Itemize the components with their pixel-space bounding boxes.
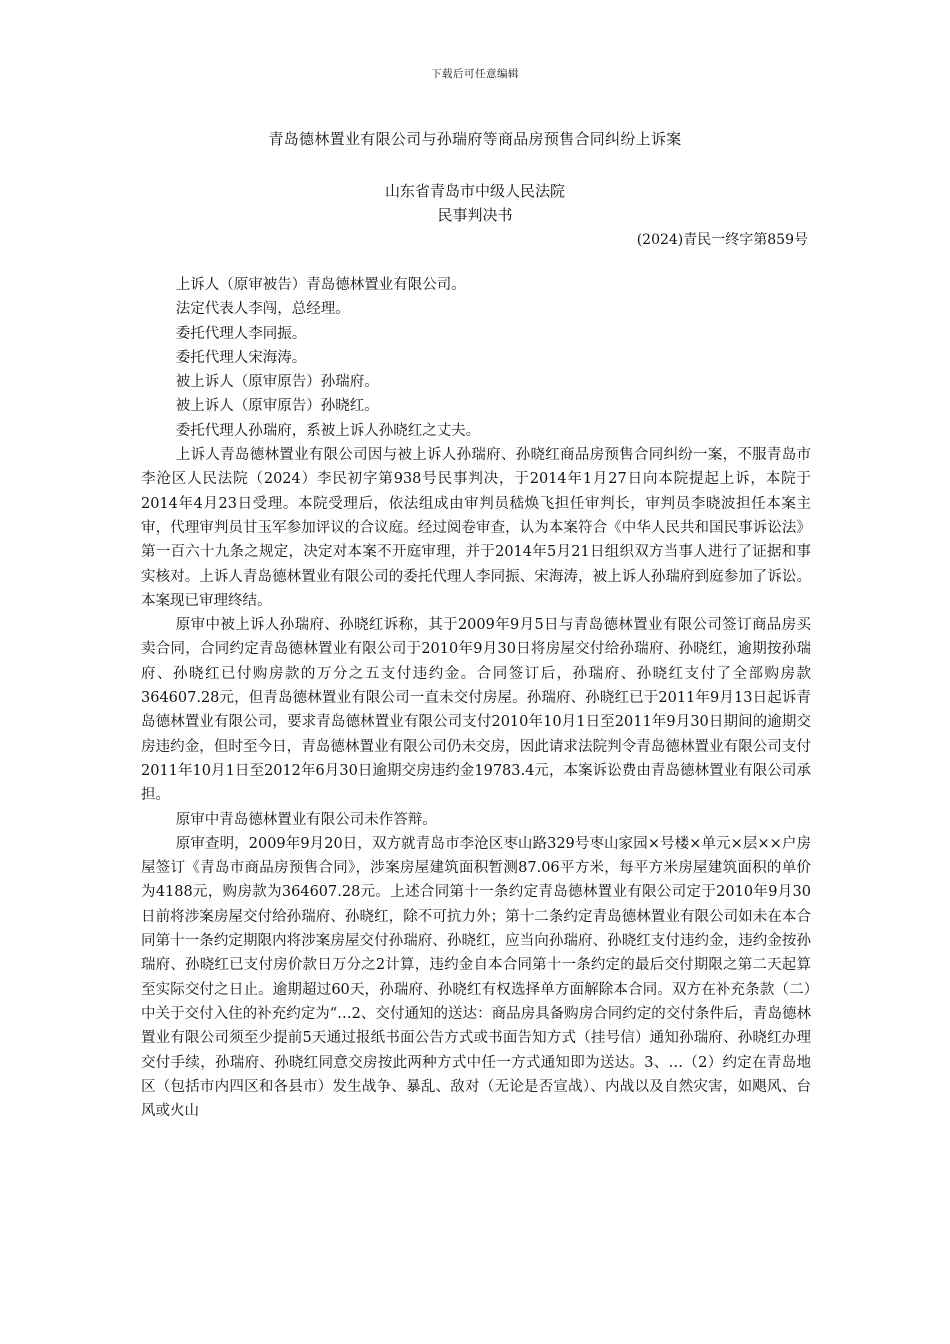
party-line: 上诉人（原审被告）青岛德林置业有限公司。: [175, 277, 466, 293]
body-paragraph: 上诉人青岛德林置业有限公司因与被上诉人孙瑞府、孙晓红商品房预售合同纠纷一案，不服青岛市李沧区人民法院（2024）李民初字第938号民事判决，于2014年1月27日向本院提起上诉，本院于2014年4月23日受理。本院受理后，依法组成由审判员嵇焕飞担任审判长，审判员李晓波担任本案主审，代理审判员甘玉军参加评议的合议庭。经过阅卷审查，认为本案符合《中华人民共和国民事诉讼法》第一百六十九条之规定，决定对本案不开庭审理，并于2014年5月21日组织双方当事人进行了证据和事实核对。上诉人青岛德林置业有限公司的委托代理人李同振、宋海涛，被上诉人孙瑞府到庭参加了诉讼。本案现已审理终结。: [141, 447, 811, 609]
party-line: 被上诉人（原审原告）孙瑞府。: [175, 374, 379, 391]
case-title: 青岛德林置业有限公司与孙瑞府等商品房预售合同纠纷上诉案: [268, 130, 682, 148]
body-paragraph: 原审中被上诉人孙瑞府、孙晓红诉称，其于2009年9月5日与青岛德林置业有限公司签订商品房买卖合同，合同约定青岛德林置业有限公司于2010年9月30日将房屋交付给孙瑞府、孙晓红，逾期按孙瑞府、孙晓红已付购房款的万分之五支付违约金。合同签订后，孙瑞府、孙晓红支付了全部购房款364607.28元，但青岛德林置业有限公司一直未交付房屋。孙瑞府、孙晓红已于2011年9月13日起诉青岛德林置业有限公司，要求青岛德林置业有限公司支付2010年10月1日至2011年9月30日期间的逾期交房违约金，但时至今日，青岛德林置业有限公司仍未交房，因此请求法院判令青岛德林置业有限公司支付2011年10月1日至2012年6月30日逾期交房违约金19783.4元，本案诉讼费由青岛德林置业有限公司承担。: [141, 617, 811, 804]
case-number: (2024)青民一终字第859号: [636, 232, 808, 248]
court-name: 山东省青岛市中级人民法院: [384, 182, 565, 200]
body-paragraph: 原审查明，2009年9月20日，双方就青岛市李沧区枣山路329号枣山家园×号楼×单元×层××户房屋签订《青岛市商品房预售合同》，涉案房屋建筑面积暂测87.06平方米，每平方米房屋建筑面积的单价为4188元，购房款为364607.28元。上述合同第十一条约定青岛德林置业有限公司定于2010年9月30日前将涉案房屋交付给孙瑞府、孙晓红，除不可抗力外；第十二条约定青岛德林置业有限公司如未在本合同第十一条约定期限内将涉案房屋交付孙瑞府、孙晓红，应当向孙瑞府、孙晓红支付违约金，违约金按孙瑞府、孙晓红已支付房价款日万分之2计算，违约金自本合同第十一条约定的最后交付期限之第二天起算至实际交付之日止。逾期超过60天，孙瑞府、孙晓红有权选择单方面解除本合同。双方在补充条款（二）中关于交付入住的补充约定为“…2、交付通知的送达：商品房具备购房合同约定的交付条件后，青岛德林置业有限公司须至少提前5天通过报纸书面公告方式或书面告知方式（挂号信）通知孙瑞府、孙晓红办理交付手续，孙瑞府、孙晓红同意交房按此两种方式中任一方式通知即为送达。3、…（2）约定在青岛地区（包括市内四区和各县市）发生战争、暴乱、敌对（无论是否宣战）、内战以及自然灾害，如飓风、台风或火山: [141, 835, 811, 1120]
party-line: 委托代理人宋海涛。: [175, 349, 307, 366]
download-note: 下载后可任意编辑: [431, 68, 519, 80]
party-line: 委托代理人李同振。: [175, 325, 307, 342]
document-type: 民事判决书: [437, 206, 513, 224]
party-line: 法定代表人李闯，总经理。: [175, 301, 350, 318]
body-paragraph: 原审中青岛德林置业有限公司未作答辩。: [175, 811, 437, 828]
document-body: [141, 273, 811, 1123]
party-line: 委托代理人孙瑞府，系被上诉人孙晓红之丈夫。: [175, 422, 481, 439]
party-line: 被上诉人（原审原告）孙晓红。: [175, 398, 379, 415]
